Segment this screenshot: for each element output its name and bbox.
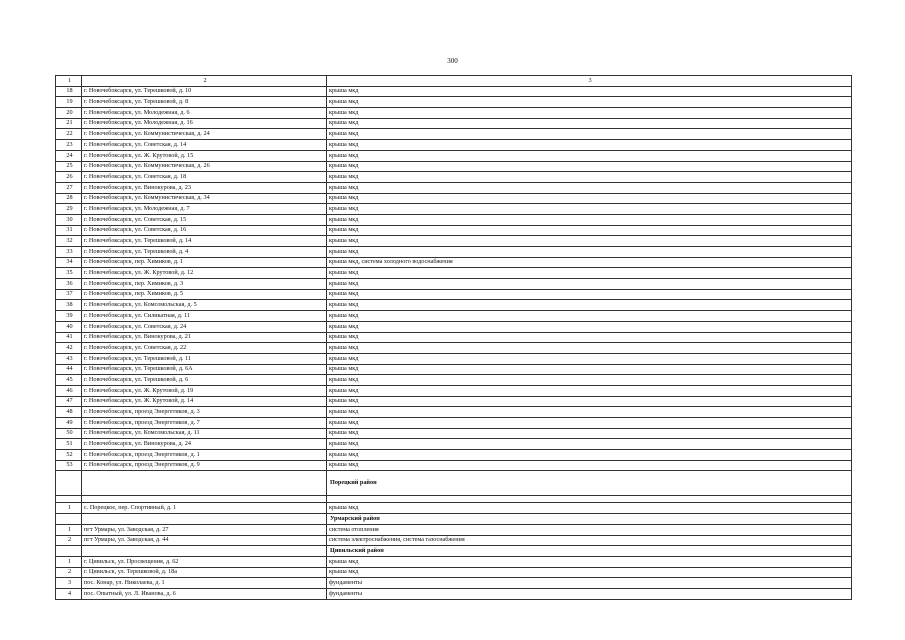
row-number: 19 — [56, 97, 82, 108]
row-number: 18 — [56, 86, 82, 97]
work-type-cell: крыша мкд — [327, 439, 852, 450]
address-cell: г. Новочебоксарск, ул. Советская, д. 24 — [82, 321, 327, 332]
work-type-cell: крыша мкд — [327, 86, 852, 97]
table-row — [56, 172, 852, 183]
row-number: 30 — [56, 214, 82, 225]
work-type-cell: крыша мкд — [327, 385, 852, 396]
address-cell: г. Новочебоксарск, пер. Химиков, д. 5 — [82, 289, 327, 300]
row-number: 29 — [56, 204, 82, 215]
region-header-row — [56, 514, 852, 525]
table-row — [56, 236, 852, 247]
address-cell: г. Новочебоксарск, ул. Советская, д. 16 — [82, 225, 327, 236]
work-type-cell: крыша мкд — [327, 311, 852, 322]
address-cell: г. Новочебоксарск, проезд Энергетиков, д. 1 — [82, 450, 327, 461]
row-number: 40 — [56, 321, 82, 332]
work-type-cell: система электроснабжения, система газоснабжения — [327, 535, 852, 546]
table-row — [56, 182, 852, 193]
address-cell: г. Новочебоксарск, ул. Силикатная, д. 11 — [82, 311, 327, 322]
row-number: 25 — [56, 161, 82, 172]
table-row — [56, 311, 852, 322]
address-cell: г. Цивильск, ул. Терешковой, д. 18а — [82, 567, 327, 578]
table-row — [56, 460, 852, 471]
work-type-cell: крыша мкд — [327, 214, 852, 225]
work-type-cell: крыша мкд — [327, 118, 852, 129]
address-cell: г. Новочебоксарск, ул. Советская, д. 15 — [82, 214, 327, 225]
table-row — [56, 364, 852, 375]
header-col-2: 2 — [82, 76, 327, 87]
spacer-cell — [327, 496, 852, 503]
work-type-cell: крыша мкд — [327, 129, 852, 140]
table-header-row — [56, 76, 852, 87]
address-cell: г. Новочебоксарск, ул. Молодежная, д. 7 — [82, 204, 327, 215]
table-row — [56, 588, 852, 599]
table-row — [56, 578, 852, 589]
table-row — [56, 428, 852, 439]
work-type-cell: крыша мкд — [327, 353, 852, 364]
work-type-cell: крыша мкд — [327, 182, 852, 193]
region-empty-cell — [82, 546, 327, 557]
work-type-cell: фундаменты — [327, 578, 852, 589]
row-number: 22 — [56, 129, 82, 140]
work-type-cell: крыша мкд, система холодного водоснабжения — [327, 257, 852, 268]
table-row — [56, 450, 852, 461]
address-cell: г. Новочебоксарск, ул. Терешковой, д. 6 — [82, 375, 327, 386]
work-type-cell: крыша мкд — [327, 321, 852, 332]
table-row — [56, 289, 852, 300]
work-type-cell: крыша мкд — [327, 204, 852, 215]
row-number: 45 — [56, 375, 82, 386]
address-cell: г. Новочебоксарск, ул. Ж. Крутовой, д. 12 — [82, 268, 327, 279]
row-number: 52 — [56, 450, 82, 461]
row-number: 32 — [56, 236, 82, 247]
address-cell: г. Новочебоксарск, ул. Винокурова, д. 24 — [82, 439, 327, 450]
spacer-cell — [56, 496, 82, 503]
row-number: 1 — [56, 524, 82, 535]
table-row — [56, 535, 852, 546]
work-type-cell: крыша мкд — [327, 375, 852, 386]
row-number: 53 — [56, 460, 82, 471]
work-type-cell: фундаменты — [327, 588, 852, 599]
address-cell: г. Новочебоксарск, проезд Энергетиков, д. 3 — [82, 407, 327, 418]
row-number: 39 — [56, 311, 82, 322]
table-row — [56, 268, 852, 279]
address-cell: г. Новочебоксарск, ул. Советская, д. 18 — [82, 172, 327, 183]
table-row — [56, 193, 852, 204]
address-cell: с. Порецкое, пер. Спортивный, д. 1 — [82, 503, 327, 514]
row-number: 43 — [56, 353, 82, 364]
region-title: Порецкий район — [327, 471, 852, 496]
address-cell: г. Новочебоксарск, ул. Советская, д. 14 — [82, 140, 327, 151]
work-type-cell: крыша мкд — [327, 236, 852, 247]
table-row — [56, 332, 852, 343]
table-row — [56, 247, 852, 258]
table-row — [56, 97, 852, 108]
work-type-cell: крыша мкд — [327, 450, 852, 461]
row-number: 31 — [56, 225, 82, 236]
table-row — [56, 225, 852, 236]
page-number: 300 — [447, 57, 458, 65]
work-type-cell: крыша мкд — [327, 289, 852, 300]
table-row — [56, 343, 852, 354]
work-type-cell: крыша мкд — [327, 225, 852, 236]
address-cell: г. Новочебоксарск, ул. Терешковой, д. 4 — [82, 247, 327, 258]
table-row — [56, 418, 852, 429]
region-empty-cell — [56, 471, 82, 496]
address-table — [55, 75, 852, 600]
work-type-cell: крыша мкд — [327, 108, 852, 119]
work-type-cell: крыша мкд — [327, 97, 852, 108]
table-row — [56, 108, 852, 119]
address-cell: пгт Урмары, ул. Заводская, д. 27 — [82, 524, 327, 535]
address-cell: г. Новочебоксарск, ул. Винокурова, д. 23 — [82, 182, 327, 193]
address-cell: г. Новочебоксарск, ул. Ж. Крутовой, д. 15 — [82, 150, 327, 161]
work-type-cell: крыша мкд — [327, 407, 852, 418]
address-cell: г. Новочебоксарск, ул. Ж. Крутовой, д. 14 — [82, 396, 327, 407]
row-number: 23 — [56, 140, 82, 151]
work-type-cell: крыша мкд — [327, 150, 852, 161]
address-cell: г. Новочебоксарск, ул. Коммунистическая, д. 24 — [82, 129, 327, 140]
row-number: 4 — [56, 588, 82, 599]
table-row — [56, 524, 852, 535]
row-number: 51 — [56, 439, 82, 450]
row-number: 47 — [56, 396, 82, 407]
work-type-cell: крыша мкд — [327, 140, 852, 151]
table-row — [56, 439, 852, 450]
work-type-cell: крыша мкд — [327, 556, 852, 567]
work-type-cell: крыша мкд — [327, 503, 852, 514]
address-cell: г. Новочебоксарск, ул. Ж. Крутовой, д. 19 — [82, 385, 327, 396]
table-row — [56, 300, 852, 311]
address-cell: г. Новочебоксарск, ул. Терешковой, д. 11 — [82, 353, 327, 364]
table-row — [56, 161, 852, 172]
work-type-cell: крыша мкд — [327, 247, 852, 258]
address-cell: г. Новочебоксарск, ул. Коммунистическая, д. 34 — [82, 193, 327, 204]
table-row — [56, 503, 852, 514]
table-row — [56, 150, 852, 161]
region-empty-cell — [56, 514, 82, 525]
row-number: 2 — [56, 567, 82, 578]
work-type-cell: система отопления — [327, 524, 852, 535]
work-type-cell: крыша мкд — [327, 343, 852, 354]
address-cell: г. Новочебоксарск, проезд Энергетиков, д. 7 — [82, 418, 327, 429]
address-cell: г. Цивильск, ул. Просвещения, д. 62 — [82, 556, 327, 567]
address-cell: г. Новочебоксарск, ул. Терешковой, д. 8 — [82, 97, 327, 108]
table-row — [56, 86, 852, 97]
region-header-row — [56, 471, 852, 496]
row-number: 42 — [56, 343, 82, 354]
table-row — [56, 204, 852, 215]
work-type-cell: крыша мкд — [327, 396, 852, 407]
table-row — [56, 279, 852, 290]
row-number: 21 — [56, 118, 82, 129]
row-number: 38 — [56, 300, 82, 311]
address-cell: пос. Конар, ул. Николаева, д. 1 — [82, 578, 327, 589]
work-type-cell: крыша мкд — [327, 332, 852, 343]
table-row — [56, 140, 852, 151]
region-title: Цивильский район — [327, 546, 852, 557]
region-header-row — [56, 546, 852, 557]
table-row — [56, 385, 852, 396]
table-row — [56, 129, 852, 140]
address-cell: г. Новочебоксарск, ул. Терешковой, д. 14 — [82, 236, 327, 247]
address-cell: г. Новочебоксарск, пер. Химиков, д. 1 — [82, 257, 327, 268]
address-cell: пгт Урмары, ул. Заводская, д. 44 — [82, 535, 327, 546]
row-number: 33 — [56, 247, 82, 258]
row-number: 50 — [56, 428, 82, 439]
spacer-cell — [82, 496, 327, 503]
row-number: 34 — [56, 257, 82, 268]
address-cell: г. Новочебоксарск, ул. Советская, д. 22 — [82, 343, 327, 354]
work-type-cell: крыша мкд — [327, 172, 852, 183]
work-type-cell: крыша мкд — [327, 364, 852, 375]
row-number: 41 — [56, 332, 82, 343]
region-empty-cell — [56, 546, 82, 557]
header-col-1: 1 — [56, 76, 82, 87]
work-type-cell: крыша мкд — [327, 460, 852, 471]
table-row — [56, 321, 852, 332]
row-number: 37 — [56, 289, 82, 300]
work-type-cell: крыша мкд — [327, 161, 852, 172]
row-number: 2 — [56, 535, 82, 546]
table-row — [56, 396, 852, 407]
table-row — [56, 257, 852, 268]
row-number: 44 — [56, 364, 82, 375]
row-number: 1 — [56, 556, 82, 567]
row-number: 3 — [56, 578, 82, 589]
table-row — [56, 556, 852, 567]
table-row — [56, 118, 852, 129]
region-empty-cell — [82, 514, 327, 525]
row-number: 28 — [56, 193, 82, 204]
address-cell: г. Новочебоксарск, ул. Терешковой, д. 10 — [82, 86, 327, 97]
row-number: 35 — [56, 268, 82, 279]
address-cell: г. Новочебоксарск, ул. Молодежная, д. 6 — [82, 108, 327, 119]
address-cell: г. Новочебоксарск, ул. Комсомольская, д. 11 — [82, 428, 327, 439]
work-type-cell: крыша мкд — [327, 567, 852, 578]
address-cell: г. Новочебоксарск, проезд Энергетиков, д. 9 — [82, 460, 327, 471]
address-cell: г. Новочебоксарск, ул. Комсомольская, д. 5 — [82, 300, 327, 311]
row-number: 26 — [56, 172, 82, 183]
work-type-cell: крыша мкд — [327, 193, 852, 204]
address-cell: г. Новочебоксарск, ул. Терешковой, д. 6А — [82, 364, 327, 375]
row-number: 1 — [56, 503, 82, 514]
row-number: 46 — [56, 385, 82, 396]
address-cell: г. Новочебоксарск, ул. Коммунистическая, д. 26 — [82, 161, 327, 172]
address-cell: г. Новочебоксарск, ул. Молодежная, д. 16 — [82, 118, 327, 129]
row-number: 27 — [56, 182, 82, 193]
table-row — [56, 567, 852, 578]
region-empty-cell — [82, 471, 327, 496]
table-row — [56, 375, 852, 386]
row-number: 49 — [56, 418, 82, 429]
spacer-row — [56, 496, 852, 503]
work-type-cell: крыша мкд — [327, 418, 852, 429]
work-type-cell: крыша мкд — [327, 279, 852, 290]
region-title: Урмарский район — [327, 514, 852, 525]
row-number: 36 — [56, 279, 82, 290]
table-row — [56, 214, 852, 225]
address-cell: г. Новочебоксарск, пер. Химиков, д. 3 — [82, 279, 327, 290]
address-cell: пос. Опытный, ул. Л. Иванова, д. 6 — [82, 588, 327, 599]
row-number: 48 — [56, 407, 82, 418]
header-col-3: 3 — [327, 76, 852, 87]
row-number: 20 — [56, 108, 82, 119]
work-type-cell: крыша мкд — [327, 428, 852, 439]
work-type-cell: крыша мкд — [327, 268, 852, 279]
work-type-cell: крыша мкд — [327, 300, 852, 311]
address-cell: г. Новочебоксарск, ул. Винокурова, д. 21 — [82, 332, 327, 343]
table-row — [56, 407, 852, 418]
table-row — [56, 353, 852, 364]
row-number: 24 — [56, 150, 82, 161]
